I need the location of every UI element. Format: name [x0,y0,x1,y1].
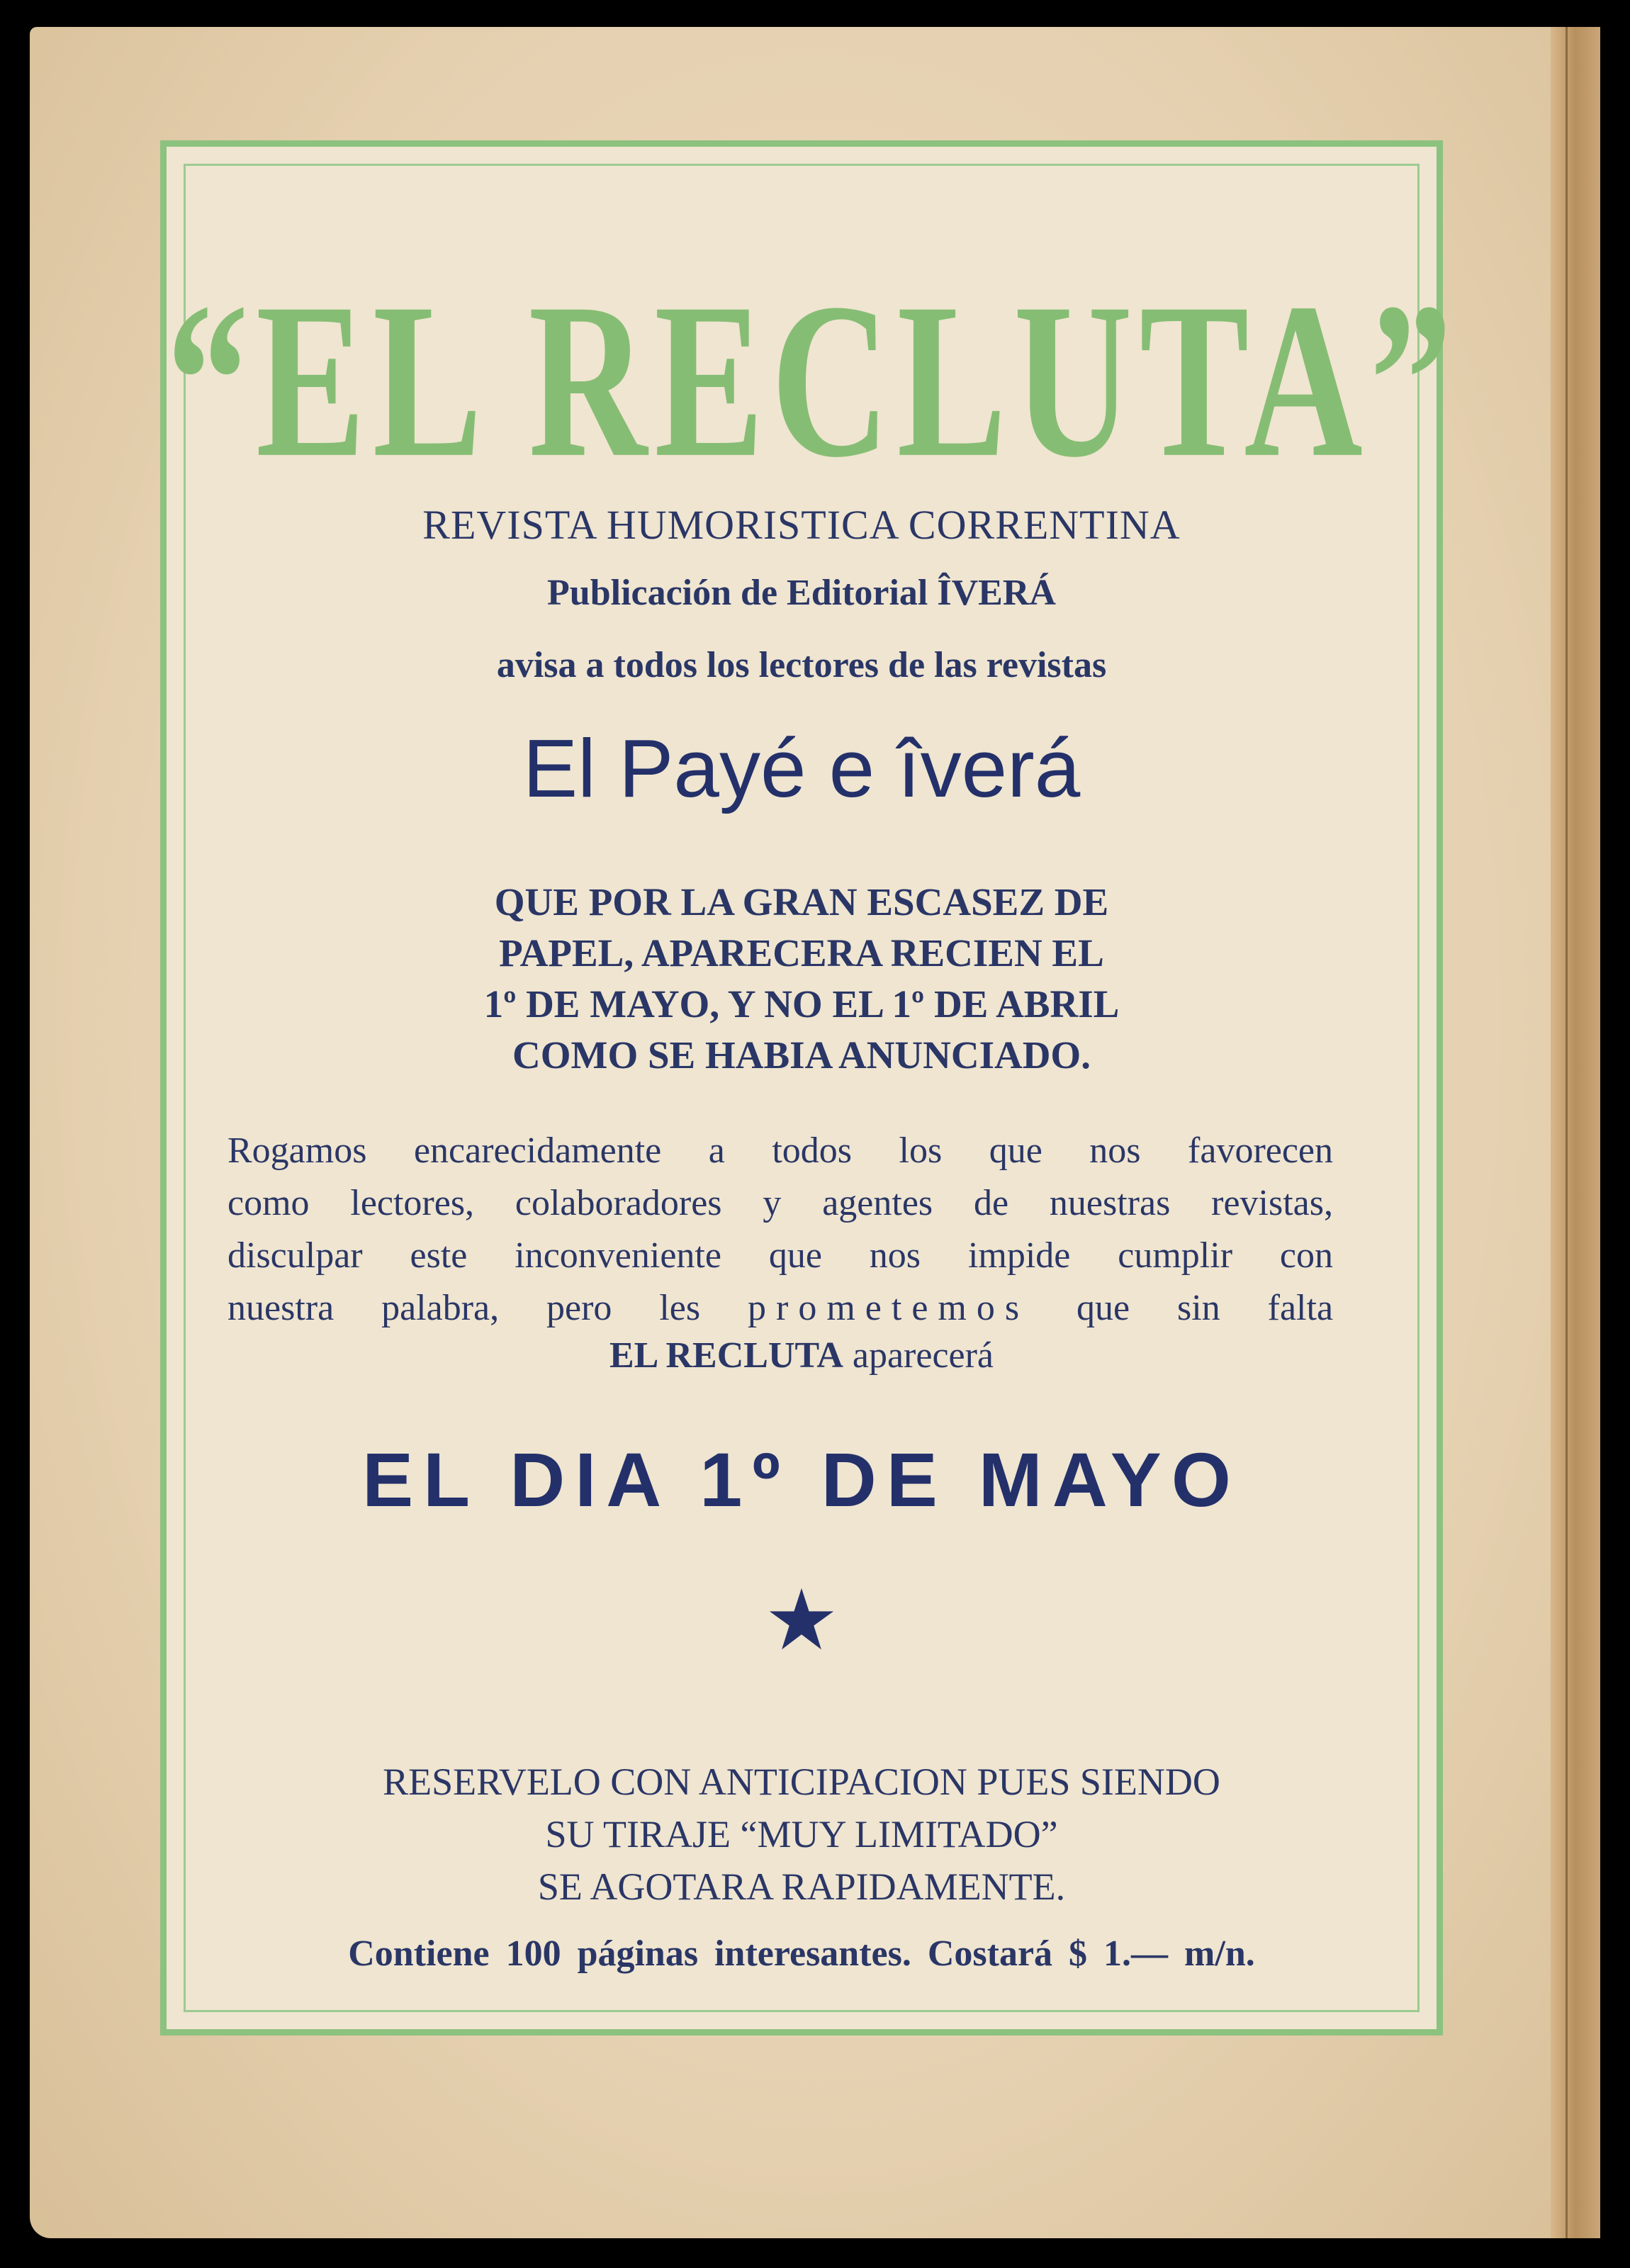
ad-notice: avisa a todos los lectores de las revistas [496,645,1107,685]
reserve-line: SU TIRAJE “MUY LIMITADO” [545,1813,1058,1856]
magazine-names: El Payé e îverá [522,722,1081,814]
spaced-word: prometemos [748,1288,1030,1328]
reserve-line: SE AGOTARA RAPIDAMENTE. [537,1865,1066,1908]
announcement-block [167,877,1437,1081]
page-gutter [1551,27,1600,2238]
recluta-name: EL RECLUTA [609,1335,843,1376]
ad-publisher: Publicación de Editorial ÎVERÁ [547,573,1056,613]
paragraph-ending-text: aparecerá [843,1335,994,1376]
paragraph-fragment: que sin falta [1077,1288,1334,1328]
advertisement-frame [160,140,1459,2036]
paragraph-fragment: nuestra palabra, pero les [227,1288,701,1328]
paragraph-ending [167,1335,1437,1376]
paragraph-line: disculpar este inconveniente que nos impide cumplir con [227,1235,1333,1276]
paragraph-line: como lectores, colaboradores y agentes de nuestras revistas, [227,1183,1333,1223]
apology-paragraph [227,1125,1333,1335]
price-footer: Contiene 100 páginas interesantes. Costará $ 1.— m/n. [348,1933,1255,1974]
paragraph-line-last [227,1282,1333,1335]
announcement-line: 1º DE MAYO, Y NO EL 1º DE ABRIL [483,982,1120,1026]
ad-subtitle: REVISTA HUMORISTICA CORRENTINA [422,502,1181,548]
advertisement-content [167,147,1459,2029]
announcement-line: COMO SE HABIA ANUNCIADO. [512,1033,1091,1077]
reserve-line: RESERVELO CON ANTICIPACION PUES SIENDO [383,1761,1220,1803]
announcement-line: PAPEL, APARECERA RECIEN EL [499,931,1104,975]
gutter-line [1566,27,1568,2238]
reserve-block [167,1756,1437,1913]
release-date: EL DIA 1º DE MAYO [362,1437,1241,1522]
ad-title: “EL RECLUTA” [167,257,1459,504]
star-icon [768,1585,836,1654]
announcement-line: QUE POR LA GRAN ESCASEZ DE [494,880,1109,924]
paragraph-line: Rogamos encarecidamente a todos los que nos favorecen [227,1130,1333,1171]
